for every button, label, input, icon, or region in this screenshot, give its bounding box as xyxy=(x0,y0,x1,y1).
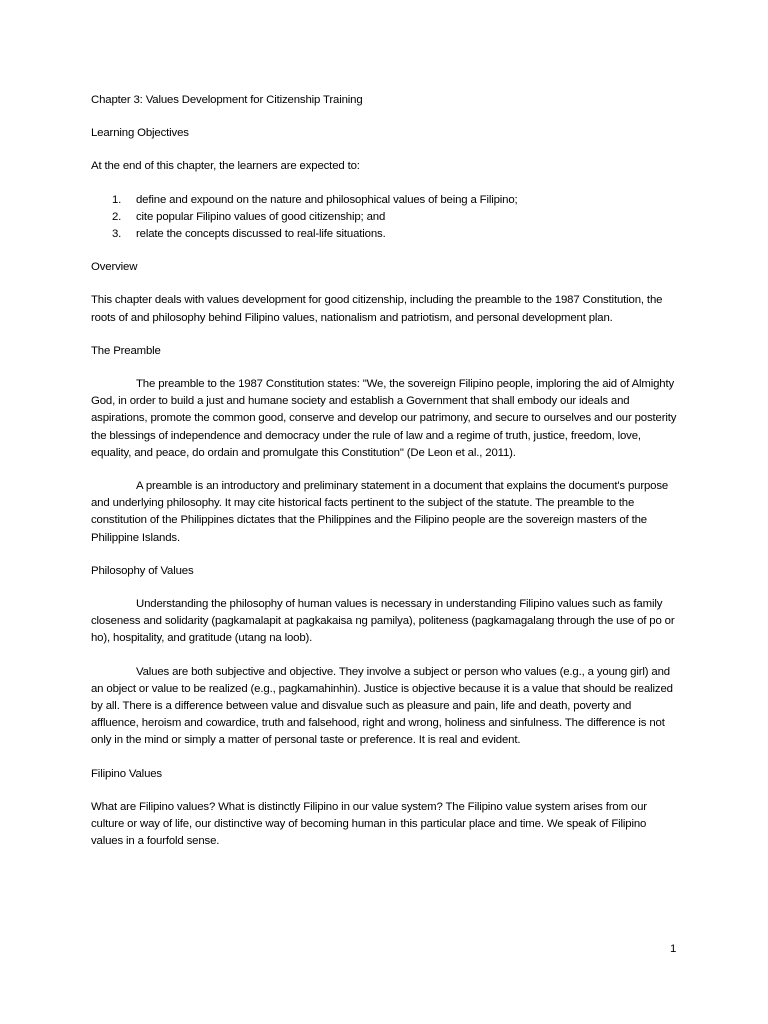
objective-number: 2. xyxy=(112,210,122,223)
objective-item xyxy=(91,226,679,243)
document-page xyxy=(91,92,679,851)
preamble-paragraph-2: A preamble is an introductory and preliminary statement in a document that explains the document's purpose and underlying philosophy. It may cite historical facts pertinent to the subject of the statute. The preamble to the constitution of the Philippines dictates that the Philippines and the Filipino people are the sovereign masters of the Philippine Islands. xyxy=(91,480,669,544)
philosophy-paragraph-2: Values are both subjective and objective. They involve a subject or person who values (e.g., a young girl) and an object or value to be realized (e.g., pagkamahinhin). Justice is objective because it is a value that should be realized by all. There is a difference between value and disvalue such as pleasure and pain, life and death, poverty and affluence, heroism and cowardice, truth and falsehood, right and wrong, holiness and sinfulness. The difference is not only in the mind or simply a matter of personal taste or preference. It is real and evident. xyxy=(91,665,673,747)
objective-text: cite popular Filipino values of good citizenship; and xyxy=(136,210,386,223)
preamble-paragraph-1: The preamble to the 1987 Constitution states: "We, the sovereign Filipino people, imploring the aid of Almighty God, in order to build a just and humane society and establish a Government that shall embody our ideals and aspirations, promote the common good, conserve and develop our patrimony, and secure to ourselves and our posterity the blessings of independence and democracy under the rule of law and a regime of truth, justice, freedom, love, equality, and peace, do ordain and promulgate this Constitution" (De Leon et al., 2011). xyxy=(91,378,677,459)
philosophy-heading: Philosophy of Values xyxy=(91,564,194,577)
objectives-list xyxy=(91,192,679,244)
learning-objectives-heading: Learning Objectives xyxy=(91,127,189,140)
objective-item xyxy=(91,209,679,226)
objective-number: 1. xyxy=(112,193,122,206)
objective-text: relate the concepts discussed to real-life situations. xyxy=(136,228,386,241)
page-number: 1 xyxy=(670,943,677,955)
overview-heading: Overview xyxy=(91,261,138,274)
chapter-title: Chapter 3: Values Development for Citizenship Training xyxy=(91,94,363,106)
objectives-intro: At the end of this chapter, the learners are expected to: xyxy=(91,160,360,173)
filipino-values-heading: Filipino Values xyxy=(91,767,162,780)
preamble-heading: The Preamble xyxy=(91,344,161,357)
overview-paragraph: This chapter deals with values development for good citizenship, including the preamble to the 1987 Constitution, the roots of and philosophy behind Filipino values, nationalism and patriotism, and personal development plan. xyxy=(91,294,663,324)
philosophy-paragraph-1: Understanding the philosophy of human values is necessary in understanding Filipino values such as family closeness and solidarity (pagkamalapit at pagkakaisa ng pamilya), politeness (pagkamagalang through the use of po or ho), hospitality, and gratitude (utang na loob). xyxy=(91,598,675,645)
objective-text: define and expound on the nature and philosophical values of being a Filipino; xyxy=(136,193,518,206)
objective-item xyxy=(91,192,679,209)
filipino-values-paragraph: What are Filipino values? What is distinctly Filipino in our value system? The Filipino value system arises from our culture or way of life, our distinctive way of becoming human in this particular place and time. We speak of Filipino values in a fourfold sense. xyxy=(91,800,647,848)
objective-number: 3. xyxy=(112,228,122,241)
